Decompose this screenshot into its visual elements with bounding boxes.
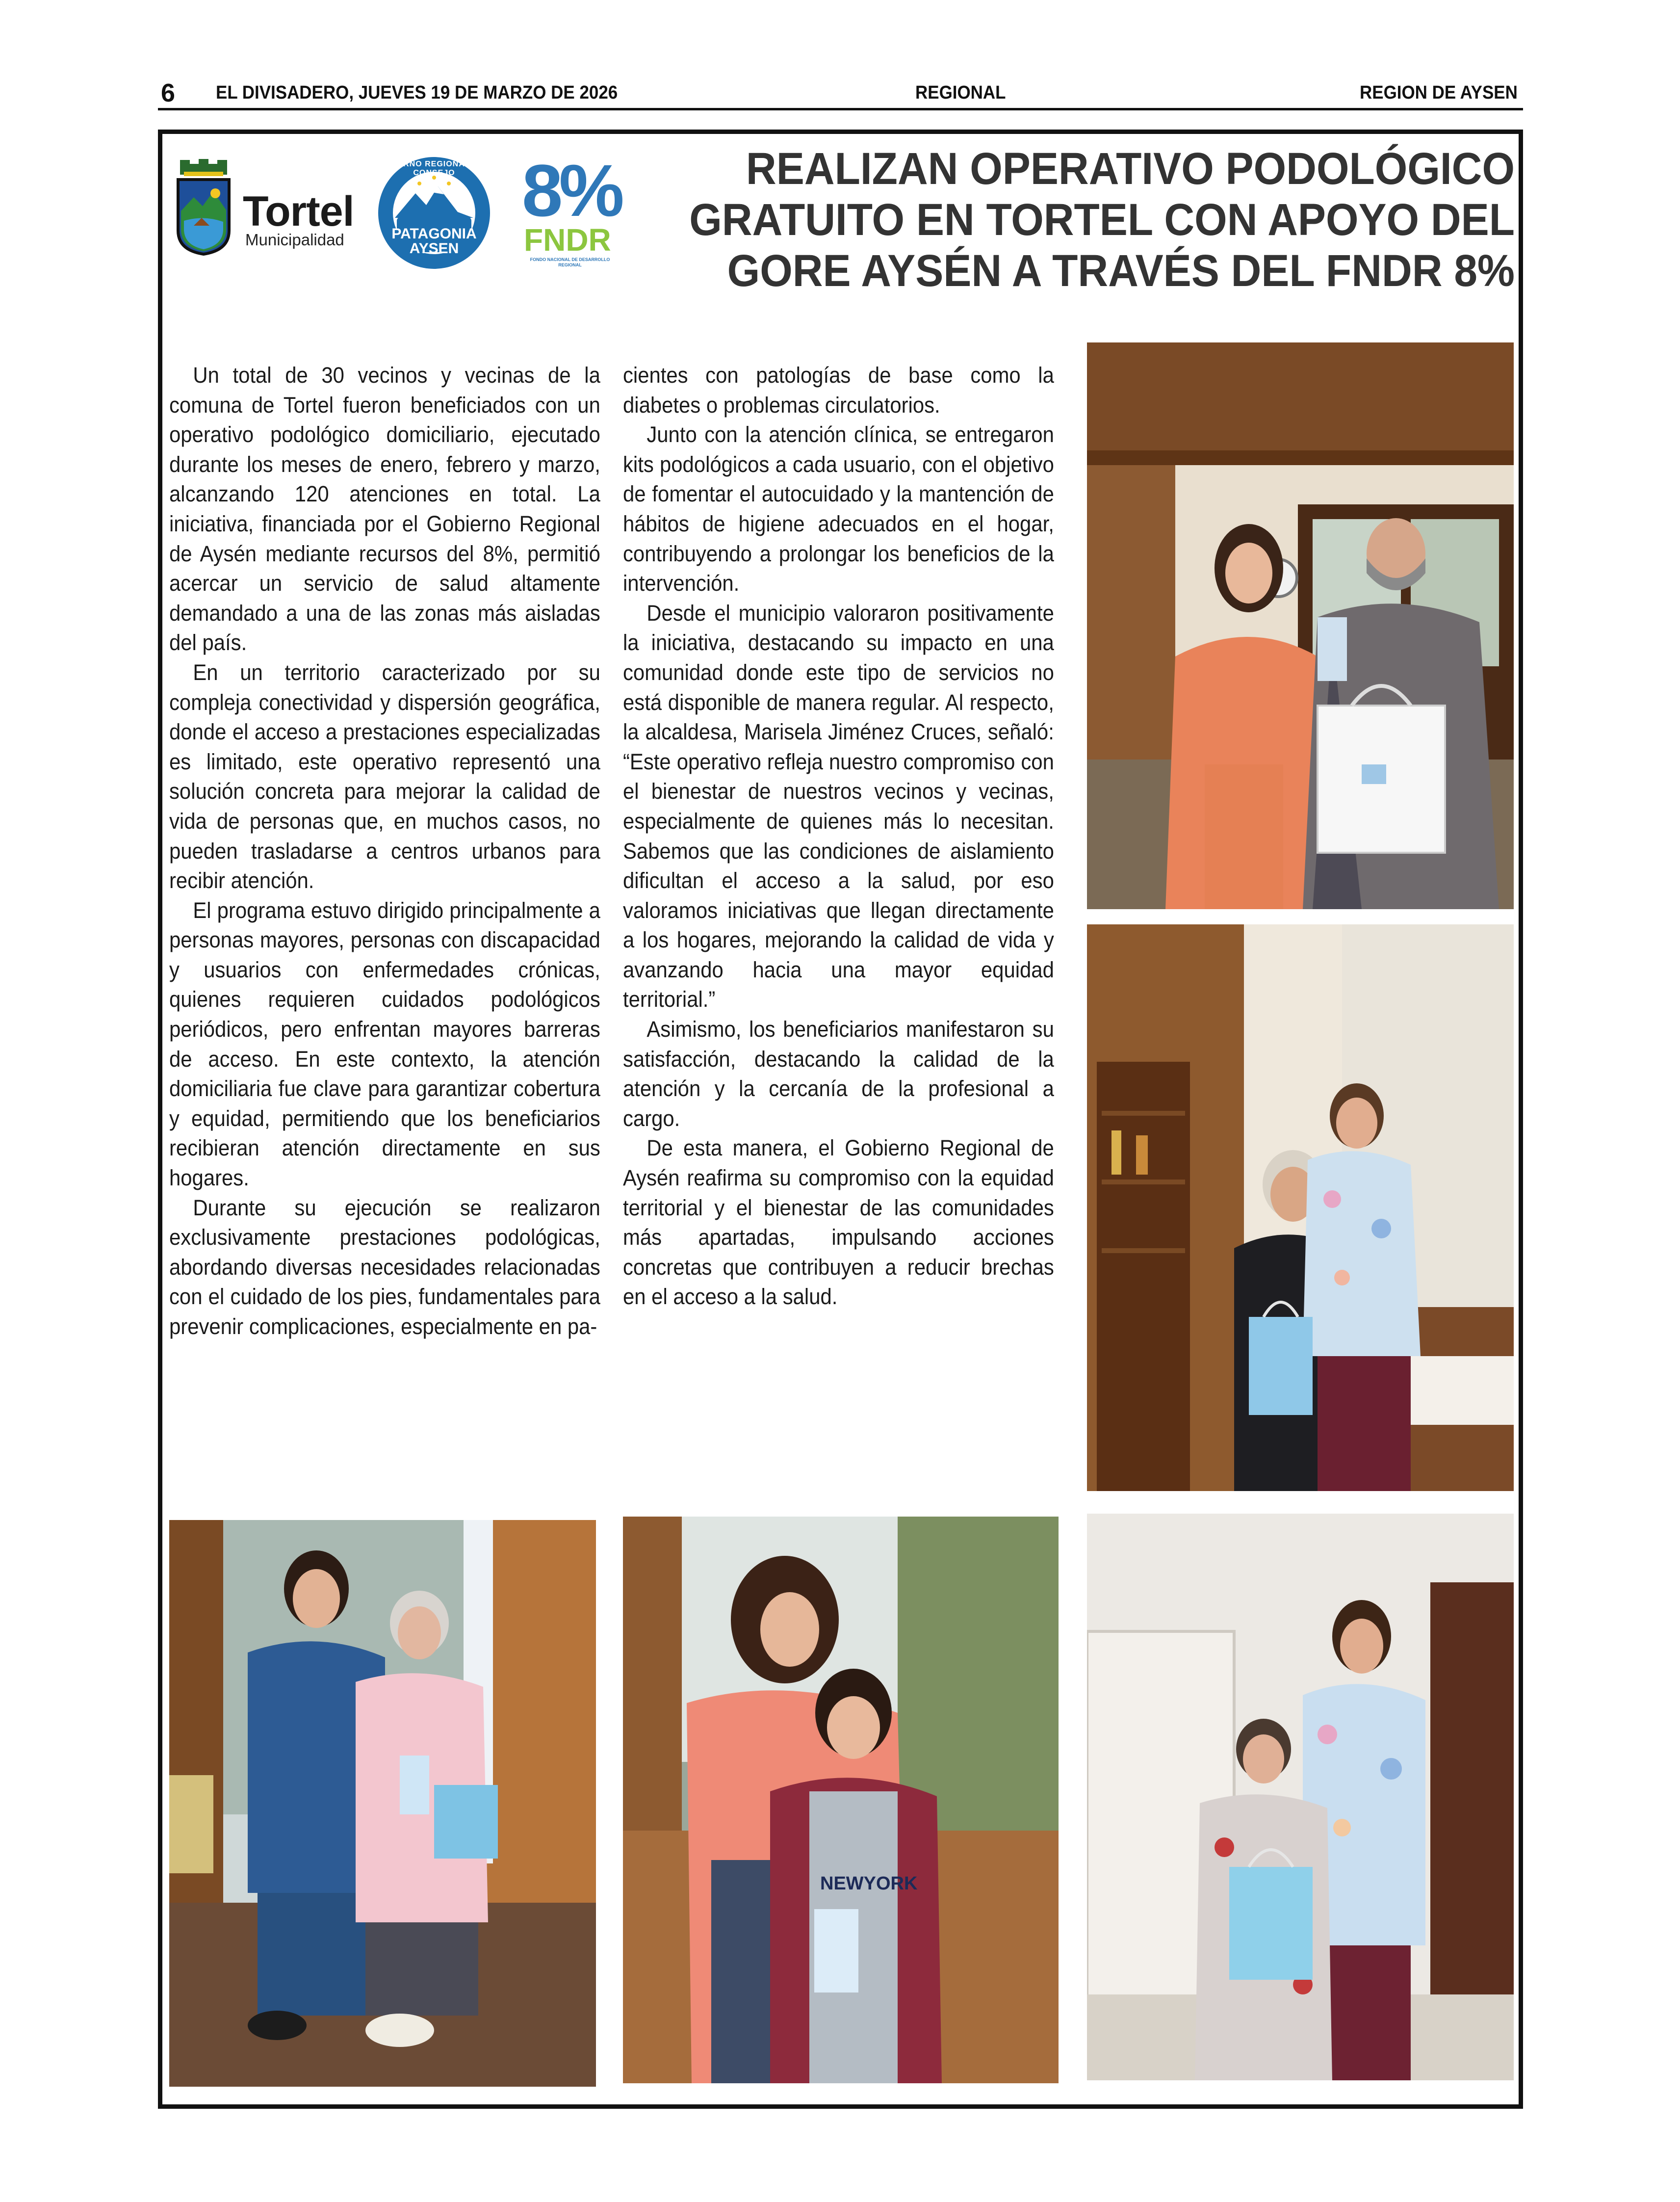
headline-line-1: REALIZAN OPERATIVO PODOLÓGICO xyxy=(746,144,1515,194)
paragraph: En un territorio caracterizado por su compleja conectividad y dispersión geográfica, donde el acceso a prestaciones especializadas es limitado, este operativo representó una solución concreta para mejorar la calidad de vida de personas que, en muchos casos, no pueden trasladarse a centros urbanos para recibir atención. xyxy=(169,659,600,893)
headline-line-3: GORE AYSÉN A TRAVÉS DEL FNDR 8% xyxy=(727,246,1515,296)
article-headline xyxy=(648,143,1515,296)
body-column-1 xyxy=(169,361,600,1342)
photo-hallway-image xyxy=(1087,1514,1514,2080)
body-column-2 xyxy=(623,361,1054,1312)
tortel-logo xyxy=(174,157,361,260)
gore-aysen-logo xyxy=(375,154,493,272)
fndr-logo xyxy=(521,149,620,269)
paragraph: cientes con patologías de base como la diabetes o problemas circulatorios. xyxy=(623,363,1054,418)
gore-line2: AYSEN xyxy=(409,240,459,257)
gore-line1: PATAGONIA xyxy=(391,226,477,242)
publication-date: EL DIVISADERO, JUEVES 19 DE MARZO DE 2026 xyxy=(216,82,618,103)
photo-elderly-seated-image xyxy=(169,1520,596,2087)
tortel-sub: Municipalidad xyxy=(245,231,344,249)
fndr-name: FNDR xyxy=(524,222,611,258)
photo-elderly-seated xyxy=(169,1520,596,2087)
page-number: 6 xyxy=(161,79,175,107)
photo-young-woman xyxy=(623,1517,1059,2083)
paragraph: Junto con la atención clínica, se entregaron kits podológicos a cada usuario, con el objetivo de fomentar el autocuidado y la mantención de hábitos de higiene adecuados en el hogar, contribuyendo a prolongar los beneficios de la intervención. xyxy=(623,422,1054,596)
photo-hallway xyxy=(1087,1514,1514,2080)
photo-young-woman-image xyxy=(623,1517,1059,2083)
paragraph: El programa estuvo dirigido principalmente a personas mayores, personas con discapacidad y usuarios con enfermedades crónicas, quienes requieren cuidados podológicos periódicos, pero enfrentan mayores barreras de acceso. En este contexto, la atención domiciliaria fue clave para garantizar cobertura y equidad, permitiendo que los beneficiarios recibieran atención directamente en sus hogares. xyxy=(169,897,600,1191)
photo-two-women-livingroom-image xyxy=(1087,924,1514,1491)
region-label: REGION DE AYSEN xyxy=(1360,82,1518,103)
header-rule xyxy=(158,108,1523,110)
paragraph: De esta manera, el Gobierno Regional de Aysén reafirma su compromiso con la equidad territorial y el bienestar de las comunidades más apartadas, impulsando acciones concretas que contribuyen a reducir brechas en el acceso a la salud. xyxy=(623,1135,1054,1310)
headline-line-2: GRATUITO EN TORTEL CON APOYO DEL xyxy=(689,195,1515,245)
photo-podologist-man-image xyxy=(1087,342,1514,909)
photo-two-women-livingroom xyxy=(1087,924,1514,1491)
shirt-text: NEWYORK xyxy=(820,1873,918,1894)
tortel-name: Tortel xyxy=(243,188,354,235)
paragraph: Asimismo, los beneficiarios manifestaron su satisfacción, destacando la calidad de la atención y la cercanía de la profesional a cargo. xyxy=(623,1017,1054,1131)
photo-podologist-man xyxy=(1087,342,1514,909)
paragraph: Durante su ejecución se realizaron exclusivamente prestaciones podológicas, abordando diversas necesidades relacionadas con el cuidado de los pies, fundamentales para prevenir complicaciones, especialmente en pa- xyxy=(169,1195,600,1339)
fndr-sub: FONDO NACIONAL DE DESARROLLO REGIONAL xyxy=(530,257,610,267)
fndr-percent: 8% xyxy=(522,149,620,232)
paragraph: Desde el municipio valoraron positivamente la iniciativa, destacando su impacto en una comunidad donde este tipo de servicios no está disponible de manera regular. Al respecto, la alcaldesa, Marisela Jiménez Cruces, señaló: “Este operativo refleja nuestro compromiso con el bienestar de nuestros vecinos y vecinas, especialmente de quienes más lo necesitan. Sabemos que las condiciones de aislamiento dificultan el acceso a la salud, por eso valoramos iniciativas que llegan directamente a los hogares, mejorando la calidad de vida y avanzando hacia una mayor equidad territorial.” xyxy=(623,600,1054,1012)
paragraph: Un total de 30 vecinos y vecinas de la comuna de Tortel fueron beneficiados con un operativo podológico domiciliario, ejecutado durante los meses de enero, febrero y marzo, alcanzando 120 atenciones en total. La iniciativa, financiada por el Gobierno Regional de Aysén mediante recursos del 8%, permitió acercar un servicio de salud altamente demandado a una de las zonas más aisladas del país. xyxy=(169,363,600,655)
gore-ring-text: GOBIERNO REGIONAL Y SU CONSEJO xyxy=(375,160,493,177)
section-label: REGIONAL xyxy=(915,82,1006,103)
